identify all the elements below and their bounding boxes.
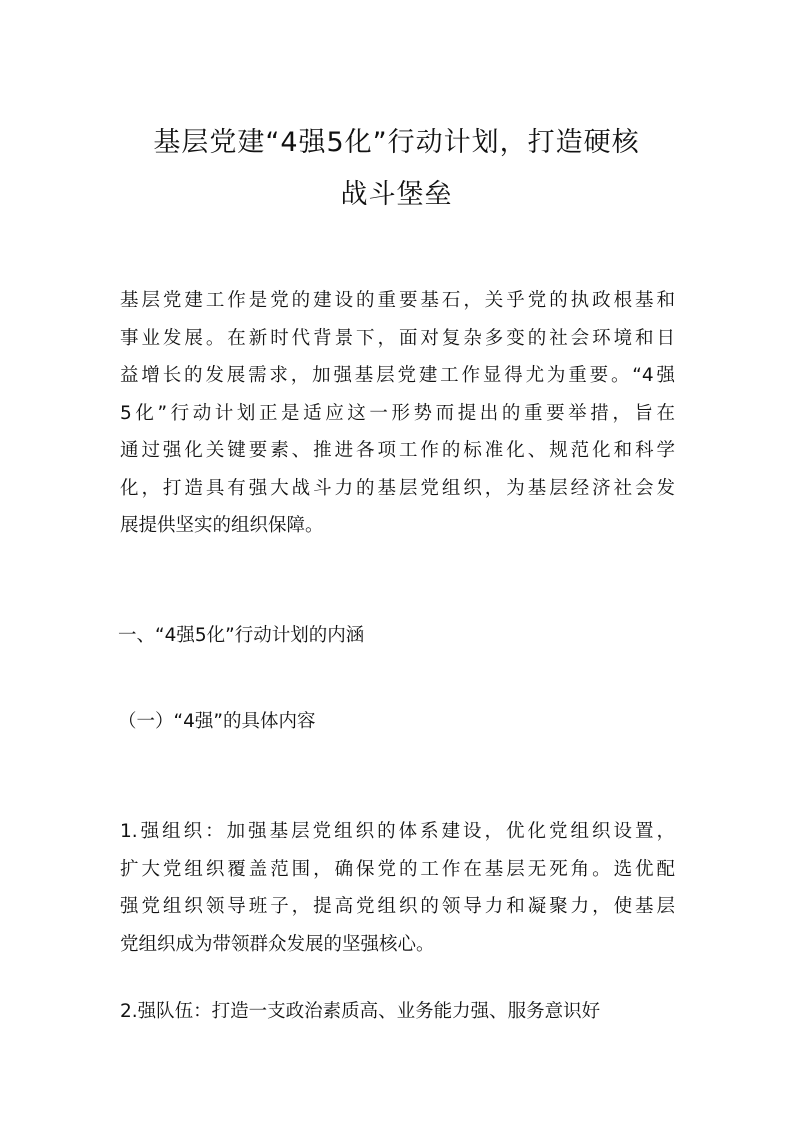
item-1-paragraph bbox=[120, 813, 675, 963]
item-1-line-2: 扩大党组织覆盖范围，确保党的工作在基层无死角。选优配 bbox=[120, 858, 675, 880]
item-1-line-3: 强党组织领导班子，提高党组织的领导力和凝聚力，使基层 bbox=[120, 896, 675, 917]
item-2-line-1: 2.强队伍：打造一支政治素质高、业务能力强、服务意识好 bbox=[120, 1001, 601, 1022]
item-1-line-1: 1.强组织：加强基层党组织的体系建设，优化党组织设置， bbox=[120, 821, 675, 842]
intro-paragraph bbox=[120, 282, 675, 545]
intro-line-6: 化，打造具有强大战斗力的基层党组织，为基层经济社会发 bbox=[120, 477, 675, 499]
intro-line-7: 展提供坚实的组织保障。 bbox=[120, 515, 324, 536]
intro-line-5: 通过强化关键要素、推进各项工作的标准化、规范化和科学 bbox=[120, 440, 675, 461]
intro-line-3: 益增长的发展需求，加强基层党建工作显得尤为重要。“4强 bbox=[120, 365, 675, 386]
intro-line-1: 基层党建工作是党的建设的重要基石，关乎党的执政根基和 bbox=[120, 290, 675, 311]
item-2-paragraph bbox=[120, 993, 675, 1031]
section-heading-1: 一、“4强5化”行动计划的内涵 bbox=[118, 625, 365, 646]
item-1-line-4: 党组织成为带领群众发展的坚强核心。 bbox=[120, 933, 435, 955]
document-title bbox=[100, 117, 693, 221]
subsection-heading-1: （一）“4强”的具体内容 bbox=[118, 711, 316, 732]
intro-line-4: 5化”行动计划正是适应这一形势而提出的重要举措，旨在 bbox=[120, 402, 675, 424]
intro-line-2: 事业发展。在新时代背景下，面对复杂多变的社会环境和日 bbox=[120, 327, 675, 349]
title-line-2: 战斗堡垒 bbox=[340, 179, 453, 210]
title-line-1: 基层党建“4强5化”行动计划，打造硬核 bbox=[153, 127, 640, 158]
